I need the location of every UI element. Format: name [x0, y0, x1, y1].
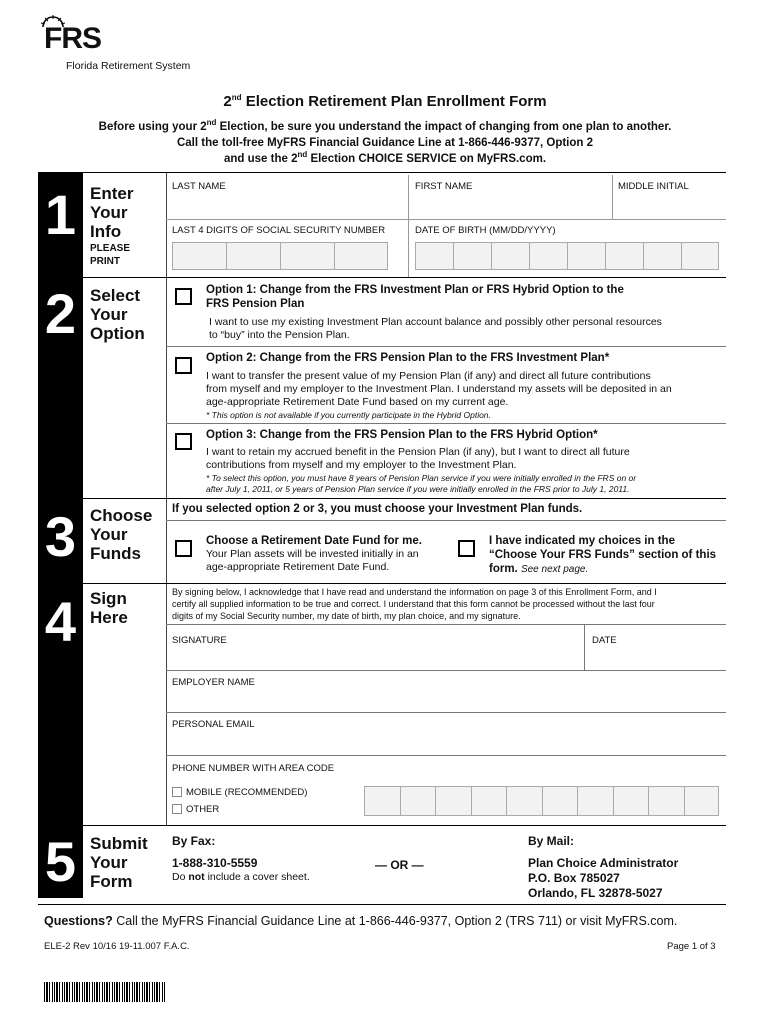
- intro-line-3: and use the 2nd Election CHOICE SERVICE on MyFRS.com.: [223, 150, 547, 165]
- section-1-title: Enter Your Info: [90, 184, 134, 241]
- section-divider: [38, 498, 726, 499]
- option-divider: [166, 423, 726, 424]
- other-option[interactable]: OTHER: [172, 804, 219, 815]
- mail-address: Plan Choice Administrator P.O. Box 785027 Orlando, FL 32878-5027: [528, 856, 679, 900]
- section-number-5: 5: [38, 826, 83, 898]
- option-1-checkbox[interactable]: [175, 288, 192, 305]
- section-number-3: 3: [38, 499, 83, 583]
- option-2-note: * This option is not available if you currently participate in the Hybrid Option.: [206, 410, 491, 420]
- row-divider: [166, 520, 726, 521]
- name-input-row[interactable]: [172, 195, 720, 217]
- option-2-title: Option 2: Change from the FRS Pension Plan to the FRS Investment Plan*: [206, 352, 610, 364]
- fax-label: By Fax:: [172, 834, 216, 848]
- section-3-title: Choose Your Funds: [90, 506, 153, 563]
- intro-line-2: Call the toll-free MyFRS Financial Guidance Line at 1-866-446-9377, Option 2: [176, 137, 594, 149]
- mobile-option[interactable]: MOBILE (RECOMMENDED): [172, 787, 307, 798]
- intro-line-1: Before using your 2nd Election, be sure you understand the impact of changing from one plan to another.: [98, 118, 672, 133]
- section-divider: [38, 825, 726, 826]
- choose-funds-checkbox[interactable]: [458, 540, 475, 557]
- date-label: DATE: [592, 635, 617, 646]
- employer-label: EMPLOYER NAME: [172, 677, 255, 688]
- choose-funds-text: I have indicated my choices in the “Choose Your FRS Funds” section of this form. See next page.: [489, 535, 717, 575]
- section-divider: [38, 583, 726, 584]
- fax-note: Do not include a cover sheet.: [172, 871, 310, 883]
- retirement-date-fund-text: Your Plan assets will be invested initially in an age-appropriate Retirement Date Fund.: [206, 548, 419, 573]
- fax-number: 1-888-310-5559: [172, 856, 258, 870]
- section-divider: [38, 172, 726, 173]
- mail-label: By Mail:: [528, 834, 575, 848]
- row-divider: [166, 670, 726, 671]
- section-divider: [38, 277, 726, 278]
- date-divider: [584, 624, 585, 670]
- first-name-label: FIRST NAME: [415, 181, 473, 192]
- option-2-checkbox[interactable]: [175, 357, 192, 374]
- funds-heading: If you selected option 2 or 3, you must choose your Investment Plan funds.: [172, 503, 583, 515]
- other-checkbox[interactable]: [172, 804, 182, 814]
- acknowledgement-text: By signing below, I acknowledge that I have read and understand the information on page 3 of this Enrollment Form, and I certify all supplied information to be true and correct. I understand that this form cannot be processed without the last four digits of my Social Security number, my date of birth, my plan choice, and my signature.: [172, 587, 657, 621]
- barcode-icon: [44, 982, 166, 1002]
- retirement-date-fund-title: Choose a Retirement Date Fund for me.: [206, 535, 422, 547]
- questions-line: Questions? Call the MyFRS Financial Guidance Line at 1-866-446-9377, Option 2 (TRS 711) or visit MyFRS.com.: [44, 914, 678, 928]
- option-3-checkbox[interactable]: [175, 433, 192, 450]
- page-number: Page 1 of 3: [667, 941, 716, 952]
- ssn-input-grid[interactable]: [172, 242, 388, 270]
- section-5-title: Submit Your Form: [90, 834, 148, 891]
- or-separator: — OR —: [375, 858, 424, 872]
- email-field[interactable]: [172, 732, 720, 752]
- section-number-4: 4: [38, 584, 83, 825]
- ssn-label: LAST 4 DIGITS OF SOCIAL SECURITY NUMBER: [172, 225, 386, 236]
- column-divider: [166, 278, 167, 498]
- option-3-note: * To select this option, you must have 8 years of Pension Plan service if you were initially enrolled in the FRS on or after July 1, 2011, or 5 years of Pension Plan service if you were initially enrolled in the FRS prior to July 1, 2011.: [206, 473, 637, 494]
- date-field[interactable]: [592, 648, 720, 668]
- retirement-date-fund-checkbox[interactable]: [175, 540, 192, 557]
- column-divider: [166, 173, 167, 277]
- section-number-1: 1: [38, 173, 83, 277]
- middle-initial-label: MIDDLE INITIAL: [618, 181, 689, 192]
- row-divider: [166, 712, 726, 713]
- signature-label: SIGNATURE: [172, 635, 227, 646]
- name-divider: [612, 175, 613, 219]
- column-divider: [166, 499, 167, 583]
- phone-input-grid[interactable]: [364, 786, 719, 816]
- option-2-text: I want to transfer the present value of my Pension Plan (if any) and direct all future contributions from myself and my employer to the Investment Plan. I understand my assets will be deposited in an age-appropriate Retirement Date Fund based on my current age.: [206, 370, 672, 408]
- column-divider: [166, 584, 167, 825]
- form-id: ELE-2 Rev 10/16 19-11.007 F.A.C.: [44, 941, 190, 952]
- option-3-title: Option 3: Change from the FRS Pension Plan to the FRS Hybrid Option*: [206, 429, 598, 441]
- ssn-divider: [408, 219, 409, 277]
- row-divider: [166, 624, 726, 625]
- logo-subtitle: Florida Retirement System: [66, 60, 191, 72]
- option-1-text: I want to use my existing Investment Plan account balance and possibly other personal resources to “buy” into the Pension Plan.: [209, 316, 662, 341]
- row-divider: [166, 219, 726, 220]
- row-divider: [166, 755, 726, 756]
- dob-input-grid[interactable]: [415, 242, 719, 270]
- please-print-label: PLEASE PRINT: [90, 243, 131, 267]
- option-3-text: I want to retain my accrued benefit in the Pension Plan (if any), but I want to direct all future contributions from myself and my employer to the Investment Plan.: [206, 446, 630, 471]
- signature-field[interactable]: [172, 648, 577, 668]
- form-title: 2nd Election Retirement Plan Enrollment Form: [223, 93, 547, 110]
- mobile-checkbox[interactable]: [172, 787, 182, 797]
- name-divider: [408, 175, 409, 219]
- employer-field[interactable]: [172, 690, 720, 710]
- dob-label: DATE OF BIRTH (MM/DD/YYYY): [415, 225, 556, 236]
- footer-divider: [38, 904, 726, 905]
- option-1-title: Option 1: Change from the FRS Investment Plan or FRS Hybrid Option to the FRS Pension Plan: [206, 284, 624, 310]
- email-label: PERSONAL EMAIL: [172, 719, 255, 730]
- section-number-2: 2: [38, 278, 83, 498]
- frs-logo: FRS: [44, 22, 101, 55]
- phone-label: PHONE NUMBER WITH AREA CODE: [172, 763, 335, 774]
- option-divider: [166, 346, 726, 347]
- section-4-title: Sign Here: [90, 589, 128, 627]
- section-2-title: Select Your Option: [90, 286, 145, 343]
- last-name-label: LAST NAME: [172, 181, 226, 192]
